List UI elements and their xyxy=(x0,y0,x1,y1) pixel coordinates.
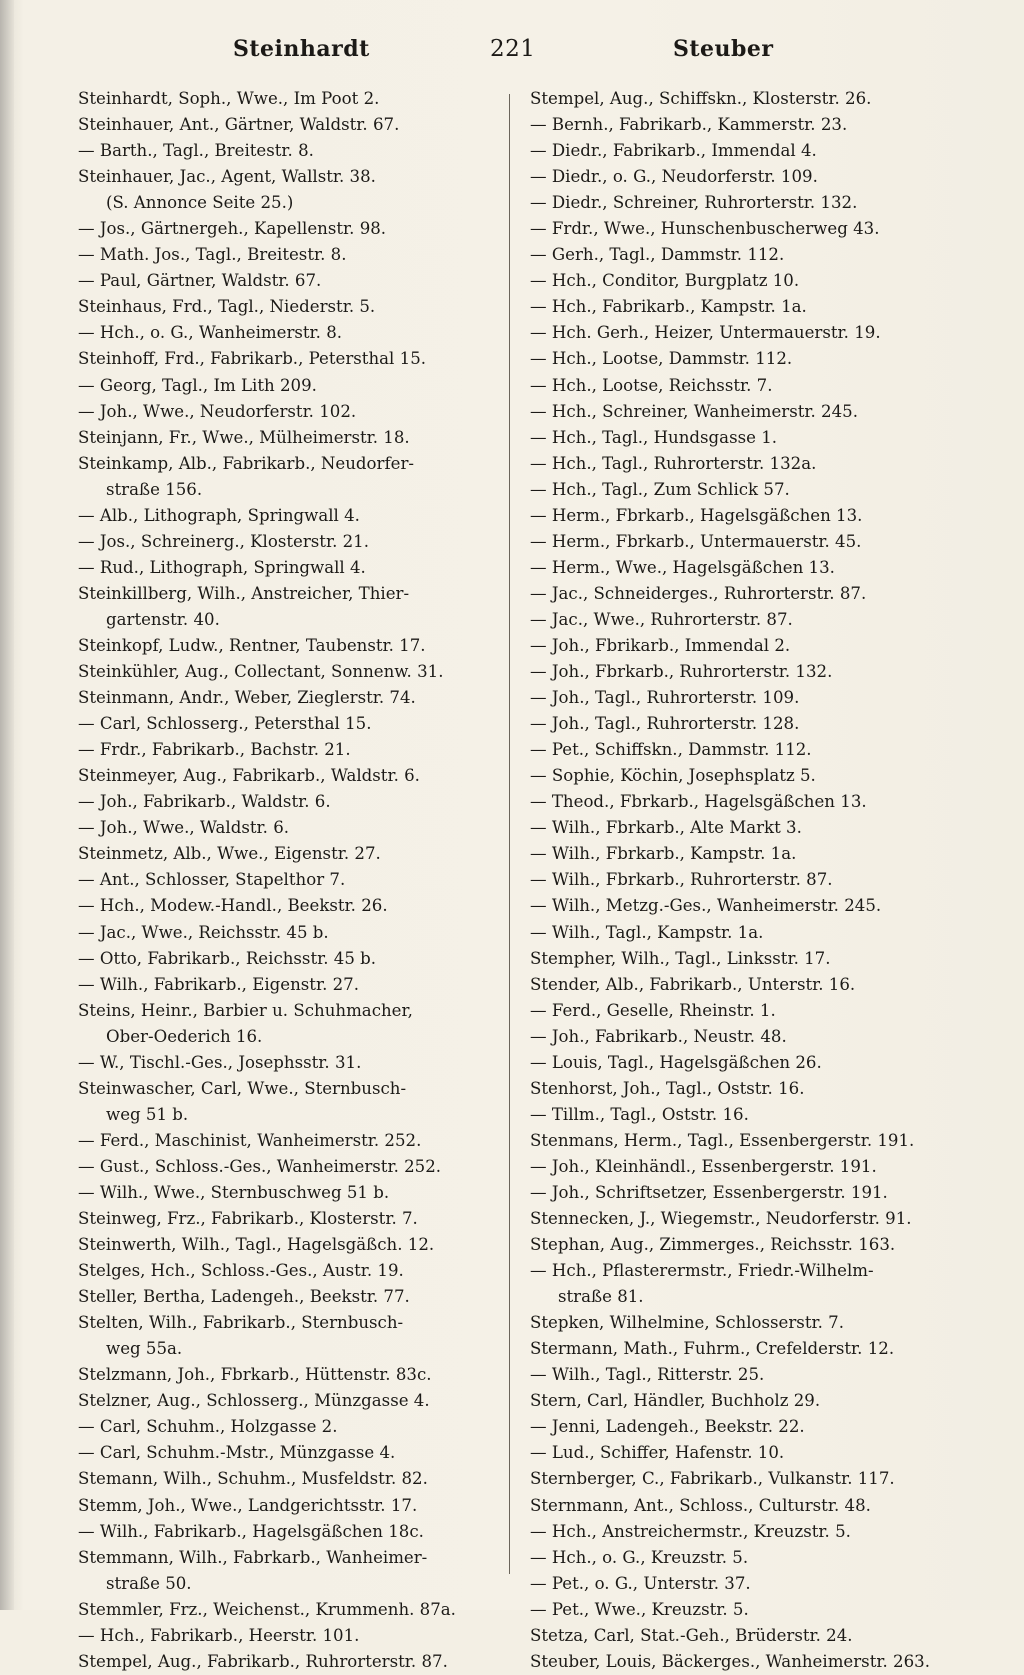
directory-entry: — Hch., Fabrikarb., Kampstr. 1a. xyxy=(530,297,807,317)
directory-entry: — Georg, Tagl., Im Lith 209. xyxy=(78,375,317,395)
directory-entry: Stermann, Math., Fuhrm., Crefelderstr. 12. xyxy=(530,1339,895,1359)
directory-entry: Steinhaus, Frd., Tagl., Niederstr. 5. xyxy=(78,297,376,317)
directory-entry: — Frdr., Wwe., Hunschenbuscherweg 43. xyxy=(530,219,880,239)
directory-entry: — Joh., Fabrikarb., Neustr. 48. xyxy=(530,1026,787,1046)
directory-entry: — Joh., Fabrikarb., Waldstr. 6. xyxy=(78,792,331,812)
directory-entry: Stempel, Aug., Schiffskn., Klosterstr. 26. xyxy=(530,89,872,108)
directory-entry: — Hch. Gerh., Heizer, Untermauerstr. 19. xyxy=(530,323,881,343)
directory-entry: Stenmans, Herm., Tagl., Essenbergerstr. 191. xyxy=(530,1130,915,1150)
directory-entry: weg 51 b. xyxy=(106,1104,189,1124)
directory-entry: Steinkopf, Ludw., Rentner, Taubenstr. 17. xyxy=(78,635,426,655)
directory-entry: — Wilh., Fbrkarb., Kampstr. 1a. xyxy=(530,844,797,864)
directory-entry: straße 50. xyxy=(106,1573,192,1593)
directory-entry: — Jos., Gärtnergeh., Kapellenstr. 98. xyxy=(78,219,387,239)
directory-entry: — Diedr., Schreiner, Ruhrorterstr. 132. xyxy=(530,193,858,213)
directory-entry: — Jenni, Ladengeh., Beekstr. 22. xyxy=(530,1417,805,1437)
directory-entry: — Jos., Schreinerg., Klosterstr. 21. xyxy=(78,531,370,551)
directory-entry: — Diedr., o. G., Neudorferstr. 109. xyxy=(530,167,818,187)
directory-entry: — Hch., Fabrikarb., Heerstr. 101. xyxy=(78,1625,360,1645)
column-divider xyxy=(509,94,510,1574)
directory-entry: Steinmetz, Alb., Wwe., Eigenstr. 27. xyxy=(78,844,381,864)
directory-entry: — Herm., Fbrkarb., Hagelsgäßchen 13. xyxy=(530,505,863,525)
directory-entry: Stemann, Wilh., Schuhm., Musfeldstr. 82. xyxy=(78,1469,428,1489)
directory-entry: — Otto, Fabrikarb., Reichsstr. 45 b. xyxy=(78,948,377,968)
directory-entry: Ober-Oederich 16. xyxy=(106,1026,263,1046)
directory-entry: Stepken, Wilhelmine, Schlosserstr. 7. xyxy=(530,1313,844,1333)
directory-entry: — Joh., Wwe., Waldstr. 6. xyxy=(78,818,290,838)
directory-entry: (S. Annonce Seite 25.) xyxy=(106,193,294,213)
directory-entry: Steuber, Louis, Bäckerges., Wanheimerstr. 263. xyxy=(530,1651,930,1671)
directory-entry: Stemmann, Wilh., Fabrkarb., Wanheimer- xyxy=(78,1547,428,1567)
directory-entry: — Joh., Tagl., Ruhrorterstr. 128. xyxy=(530,714,800,734)
directory-entry: Stenhorst, Joh., Tagl., Oststr. 16. xyxy=(530,1078,805,1098)
directory-entry: — Joh., Fbrikarb., Immendal 2. xyxy=(530,635,791,655)
directory-entry: — Pet., Schiffskn., Dammstr. 112. xyxy=(530,740,812,760)
directory-entry: Stelzner, Aug., Schlosserg., Münzgasse 4. xyxy=(78,1391,430,1411)
directory-entry: Sternmann, Ant., Schloss., Culturstr. 48. xyxy=(530,1495,871,1515)
directory-entry: — Hch., o. G., Wanheimerstr. 8. xyxy=(78,323,343,343)
directory-entry: Stetza, Carl, Stat.-Geh., Brüderstr. 24. xyxy=(530,1625,853,1645)
directory-entry: — Lud., Schiffer, Hafenstr. 10. xyxy=(530,1443,785,1463)
directory-entry: — Math. Jos., Tagl., Breitestr. 8. xyxy=(78,245,347,265)
directory-entry: — Rud., Lithograph, Springwall 4. xyxy=(78,557,366,577)
directory-entry: Steinkühler, Aug., Collectant, Sonnenw. 31. xyxy=(78,662,444,682)
directory-entry: — Ferd., Maschinist, Wanheimerstr. 252. xyxy=(78,1130,422,1150)
directory-entry: — Hch., o. G., Kreuzstr. 5. xyxy=(530,1547,749,1567)
directory-entry: — Joh., Schriftsetzer, Essenbergerstr. 191. xyxy=(530,1182,888,1202)
directory-entry: Stemmler, Frz., Weichenst., Krummenh. 87a. xyxy=(78,1599,456,1619)
directory-entry: — Theod., Fbrkarb., Hagelsgäßchen 13. xyxy=(530,792,867,812)
directory-entry: Steinmann, Andr., Weber, Zieglerstr. 74. xyxy=(78,688,416,708)
directory-entry: Stern, Carl, Händler, Buchholz 29. xyxy=(530,1391,821,1411)
directory-entry: — Frdr., Fabrikarb., Bachstr. 21. xyxy=(78,740,351,760)
directory-entry: straße 81. xyxy=(558,1287,644,1307)
directory-entry: — Gust., Schloss.-Ges., Wanheimerstr. 252. xyxy=(78,1156,442,1176)
directory-entry: Steinwerth, Wilh., Tagl., Hagelsgäßch. 12. xyxy=(78,1235,435,1255)
directory-entry: — Wilh., Fbrkarb., Ruhrorterstr. 87. xyxy=(530,870,833,890)
directory-entry: — Joh., Kleinhändl., Essenbergerstr. 191. xyxy=(530,1156,877,1176)
directory-entry: — Sophie, Köchin, Josephsplatz 5. xyxy=(530,766,816,786)
directory-entry: Stempher, Wilh., Tagl., Linksstr. 17. xyxy=(530,948,831,968)
directory-entry: — Wilh., Metzg.-Ges., Wanheimerstr. 245. xyxy=(530,896,882,916)
directory-entry: — Wilh., Tagl., Kampstr. 1a. xyxy=(530,922,764,942)
directory-entry: Stelzmann, Joh., Fbrkarb., Hüttenstr. 83c. xyxy=(78,1365,432,1385)
directory-entry: — Barth., Tagl., Breitestr. 8. xyxy=(78,141,314,161)
directory-entry: — Pet., Wwe., Kreuzstr. 5. xyxy=(530,1599,749,1619)
directory-entry: — Hch., Schreiner, Wanheimerstr. 245. xyxy=(530,401,859,421)
page-binding-edge xyxy=(0,0,14,1610)
directory-entry: — Carl, Schuhm.-Mstr., Münzgasse 4. xyxy=(78,1443,396,1463)
directory-entry: — Wilh., Fbrkarb., Alte Markt 3. xyxy=(530,818,802,838)
directory-entry: — Jac., Wwe., Reichsstr. 45 b. xyxy=(78,922,329,942)
directory-entry: — Jac., Schneiderges., Ruhrorterstr. 87. xyxy=(530,583,867,603)
directory-entry: — Hch., Modew.-Handl., Beekstr. 26. xyxy=(78,896,388,916)
directory-entry: — Ferd., Geselle, Rheinstr. 1. xyxy=(530,1000,776,1020)
directory-entry: Steinkillberg, Wilh., Anstreicher, Thier- xyxy=(78,583,410,603)
directory-entry: Stennecken, J., Wiegemstr., Neudorferstr. 91. xyxy=(530,1209,912,1229)
directory-entry: Steller, Bertha, Ladengeh., Beekstr. 77. xyxy=(78,1287,410,1307)
directory-entry: Stender, Alb., Fabrikarb., Unterstr. 16. xyxy=(530,974,856,994)
directory-entry: — W., Tischl.-Ges., Josephsstr. 31. xyxy=(78,1052,362,1072)
directory-entry: Steinhoff, Frd., Fabrikarb., Petersthal 15. xyxy=(78,349,427,369)
directory-entry: weg 55a. xyxy=(106,1339,183,1359)
directory-entry: Sternberger, C., Fabrikarb., Vulkanstr. 117. xyxy=(530,1469,895,1489)
directory-entry: — Wilh., Tagl., Ritterstr. 25. xyxy=(530,1365,765,1385)
directory-entry: Stemm, Joh., Wwe., Landgerichtsstr. 17. xyxy=(78,1495,418,1515)
directory-entry: Steinwascher, Carl, Wwe., Sternbusch- xyxy=(78,1078,407,1098)
directory-entry: — Hch., Tagl., Ruhrorterstr. 132a. xyxy=(530,453,817,473)
directory-entry: — Hch., Conditor, Burgplatz 10. xyxy=(530,271,800,291)
directory-entry: — Louis, Tagl., Hagelsgäßchen 26. xyxy=(530,1052,822,1072)
header-right-keyword: Steuber xyxy=(673,36,774,62)
directory-entry: Steinmeyer, Aug., Fabrikarb., Waldstr. 6. xyxy=(78,766,420,786)
directory-entry: — Carl, Schuhm., Holzgasse 2. xyxy=(78,1417,338,1437)
directory-entry: straße 156. xyxy=(106,479,203,499)
directory-entry: — Hch., Pflasterermstr., Friedr.-Wilhelm- xyxy=(530,1261,874,1281)
directory-entry: — Hch., Tagl., Hundsgasse 1. xyxy=(530,427,778,447)
directory-entry: — Herm., Wwe., Hagelsgäßchen 13. xyxy=(530,557,835,577)
directory-entry: — Wilh., Fabrikarb., Hagelsgäßchen 18c. xyxy=(78,1521,424,1541)
directory-entry: — Hch., Anstreichermstr., Kreuzstr. 5. xyxy=(530,1521,851,1541)
directory-entry: Stelges, Hch., Schloss.-Ges., Austr. 19. xyxy=(78,1261,404,1281)
directory-entry: — Tillm., Tagl., Oststr. 16. xyxy=(530,1104,749,1124)
header-left-keyword: Steinhardt xyxy=(233,36,370,62)
directory-entry: Steinweg, Frz., Fabrikarb., Klosterstr. 7. xyxy=(78,1209,418,1229)
directory-entry: — Joh., Fbrkarb., Ruhrorterstr. 132. xyxy=(530,662,833,682)
directory-entry: gartenstr. 40. xyxy=(106,609,220,629)
directory-entry: — Bernh., Fabrikarb., Kammerstr. 23. xyxy=(530,115,848,135)
directory-entry: — Jac., Wwe., Ruhrorterstr. 87. xyxy=(530,609,793,629)
left-column xyxy=(78,86,496,1675)
directory-entry: Stephan, Aug., Zimmerges., Reichsstr. 163. xyxy=(530,1235,896,1255)
directory-entry: — Joh., Wwe., Neudorferstr. 102. xyxy=(78,401,357,421)
directory-entry: Steinhardt, Soph., Wwe., Im Poot 2. xyxy=(78,89,380,108)
directory-entry: — Pet., o. G., Unterstr. 37. xyxy=(530,1573,751,1593)
directory-entry: — Hch., Lootse, Reichsstr. 7. xyxy=(530,375,773,395)
directory-entry: Stelten, Wilh., Fabrikarb., Sternbusch- xyxy=(78,1313,404,1333)
directory-entry: — Ant., Schlosser, Stapelthor 7. xyxy=(78,870,346,890)
page-number: 221 xyxy=(490,36,536,62)
directory-entry: — Wilh., Wwe., Sternbuschweg 51 b. xyxy=(78,1182,390,1202)
directory-entry: Steinkamp, Alb., Fabrikarb., Neudorfer- xyxy=(78,453,414,473)
directory-entry: Steinjann, Fr., Wwe., Mülheimerstr. 18. xyxy=(78,427,410,447)
directory-entry: — Herm., Fbrkarb., Untermauerstr. 45. xyxy=(530,531,862,551)
directory-entry: — Wilh., Fabrikarb., Eigenstr. 27. xyxy=(78,974,360,994)
directory-entry: — Diedr., Fabrikarb., Immendal 4. xyxy=(530,141,817,161)
directory-entry: Steins, Heinr., Barbier u. Schuhmacher, xyxy=(78,1000,413,1020)
directory-entry: — Hch., Lootse, Dammstr. 112. xyxy=(530,349,793,369)
directory-entry: — Hch., Tagl., Zum Schlick 57. xyxy=(530,479,790,499)
directory-entry: Stempel, Aug., Fabrikarb., Ruhrorterstr. 87. xyxy=(78,1651,448,1671)
directory-entry: — Gerh., Tagl., Dammstr. 112. xyxy=(530,245,785,265)
directory-entry: — Paul, Gärtner, Waldstr. 67. xyxy=(78,271,322,291)
right-column xyxy=(530,86,960,1675)
page-header xyxy=(58,36,958,72)
directory-entry: — Alb., Lithograph, Springwall 4. xyxy=(78,505,360,525)
directory-entry: — Joh., Tagl., Ruhrorterstr. 109. xyxy=(530,688,800,708)
directory-entry: Steinhauer, Ant., Gärtner, Waldstr. 67. xyxy=(78,115,400,135)
directory-entry: — Carl, Schlosserg., Petersthal 15. xyxy=(78,714,372,734)
directory-entry: Steinhauer, Jac., Agent, Wallstr. 38. xyxy=(78,167,376,187)
